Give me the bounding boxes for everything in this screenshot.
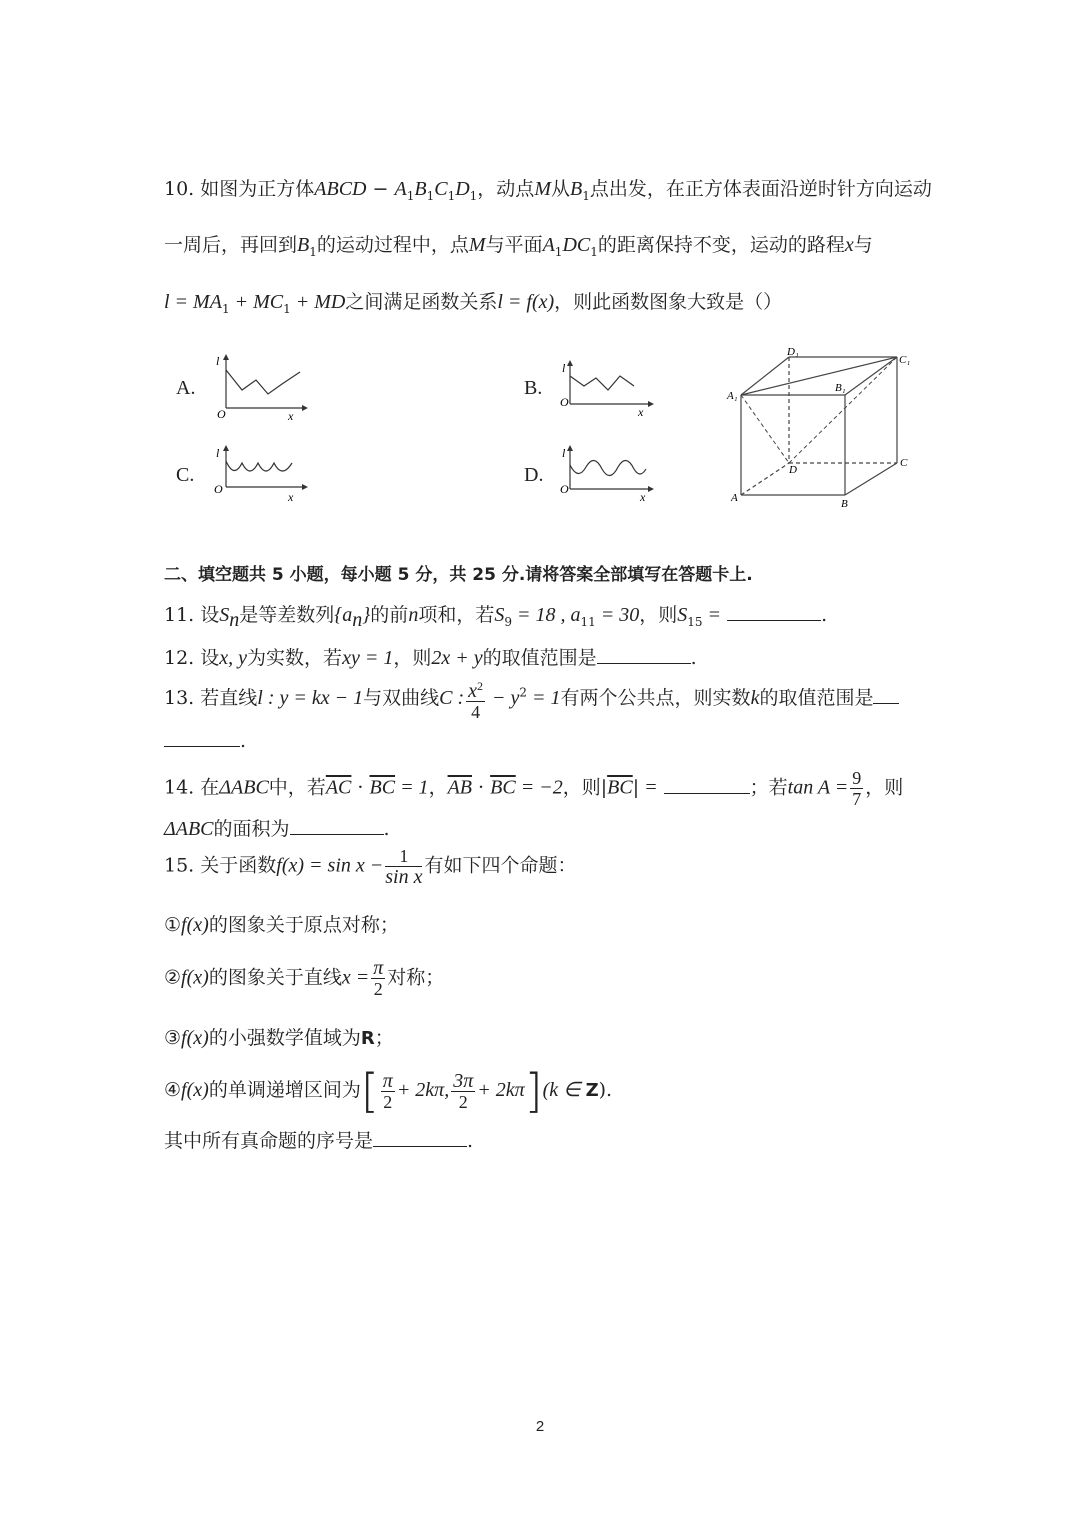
answer-blank[interactable] bbox=[290, 834, 384, 835]
option-d-graph bbox=[556, 445, 656, 505]
q13: 13. 若直线l : y = kx − 1与双曲线C : $\frac{x^2}{4}$ − $y^2 = 1$有两个公共点，则实数k的取值范围是 bbox=[164, 676, 899, 722]
answer-blank[interactable] bbox=[373, 1146, 467, 1147]
axis-l-label: l bbox=[216, 354, 220, 368]
proposition-2: ②f(x)的图象关于直线x = $\frac{\pi}{2}$ 对称； bbox=[164, 957, 445, 999]
section-heading: 二、填空题共 5 小题，每小题 5 分，共 25 分.请将答案全部填写在答题卡上. bbox=[164, 565, 753, 585]
question-number: 14. bbox=[164, 776, 195, 799]
vertex-c1: C₁ bbox=[899, 354, 911, 366]
question-number: 10. bbox=[164, 178, 195, 200]
answer-blank[interactable] bbox=[727, 620, 821, 621]
option-d-label[interactable]: D. bbox=[524, 464, 544, 486]
q14-cont: ΔABC的面积为 . bbox=[164, 818, 390, 840]
q10-line1: 10. 如图为正方体ABCD − $A_1B_1C_1D_1$，动点M从$B_1$点出发，在正方体表面沿逆时针方向运动 bbox=[164, 178, 932, 203]
axis-l-label: l bbox=[562, 361, 566, 375]
proposition-1: ①f(x)的图象关于原点对称； bbox=[164, 914, 399, 936]
option-a-graph bbox=[208, 352, 308, 422]
proposition-4: ④f(x)的单调递增区间为[ $\frac{\pi}{2}$ + 2kπ, $\frac{3\pi}{2}$ + 2kπ](k ∈ Z). bbox=[164, 1064, 613, 1118]
q13-cont: . bbox=[164, 730, 246, 752]
question-number: 11. bbox=[164, 604, 195, 626]
option-a-label[interactable]: A. bbox=[176, 377, 196, 399]
q15: 15. 关于函数f(x) = sin x − $\frac{1}{\text{sin x}}$ 有如下四个命题： bbox=[164, 846, 577, 888]
vertex-a: A bbox=[731, 492, 738, 504]
option-c-graph bbox=[208, 445, 308, 505]
option-b-graph bbox=[556, 360, 656, 420]
axis-o-label: O bbox=[560, 395, 569, 409]
q10-line2: 一周后，再回到$B_1$的运动过程中，点M与平面$A_1DC_1$的距离保持不变，运动的路程x与 bbox=[164, 234, 873, 259]
option-c-label[interactable]: C. bbox=[176, 464, 195, 486]
question-number: 13. bbox=[164, 687, 195, 709]
q10-line3: $l = MA_1 + MC_1$ + MD之间满足函数关系l = f(x)，则此函数图象大致是（） bbox=[164, 291, 783, 316]
proposition-3: ③f(x)的小强数学值域为R； bbox=[164, 1027, 394, 1049]
question-number: 12. bbox=[164, 647, 195, 669]
vertex-a1: A₁ bbox=[727, 390, 738, 402]
answer-blank[interactable] bbox=[597, 663, 691, 664]
q15-final: 其中所有真命题的序号是 . bbox=[164, 1130, 474, 1152]
question-number: 15. bbox=[164, 854, 195, 877]
vertex-b: B bbox=[841, 498, 848, 510]
axis-l-label: l bbox=[216, 446, 220, 460]
vertex-b1: B₁ bbox=[835, 382, 846, 394]
q14: 14. 在ΔABC中，若$\overline{AC} \cdot \overline{BC} = 1$，$\overline{AB} \cdot \overline{BC} = -2$，则$|\overline{BC}|$ = ；若tan A = $\frac{9}{7}$ ，则 bbox=[164, 768, 904, 809]
axis-l-label: l bbox=[562, 446, 566, 460]
vertex-d1: D₁ bbox=[787, 346, 799, 358]
axis-x-label: x bbox=[288, 409, 294, 422]
answer-blank-cont[interactable] bbox=[164, 746, 240, 747]
axis-o-label: O bbox=[560, 482, 569, 496]
page-number: 2 bbox=[535, 1418, 545, 1435]
answer-blank[interactable] bbox=[873, 703, 899, 704]
option-b-label[interactable]: B. bbox=[524, 377, 543, 399]
cube-figure bbox=[725, 345, 925, 515]
vertex-d: D bbox=[789, 464, 797, 476]
axis-x-label: x bbox=[640, 490, 646, 504]
axis-x-label: x bbox=[288, 490, 294, 504]
q11: 11. 设$S_n$是等差数列$\{a_n\}$的前n项和，若$S_9 = 18$ , $a_{11} = 30$，则$S_{15}$ = . bbox=[164, 604, 828, 631]
axis-o-label: O bbox=[217, 407, 226, 421]
q12: 12. 设x, y为实数，若xy = 1，则2x + y的取值范围是 . bbox=[164, 647, 697, 669]
answer-blank[interactable] bbox=[664, 793, 750, 794]
axis-o-label: O bbox=[214, 482, 223, 496]
vertex-c: C bbox=[900, 457, 908, 469]
axis-x-label: x bbox=[638, 405, 644, 419]
